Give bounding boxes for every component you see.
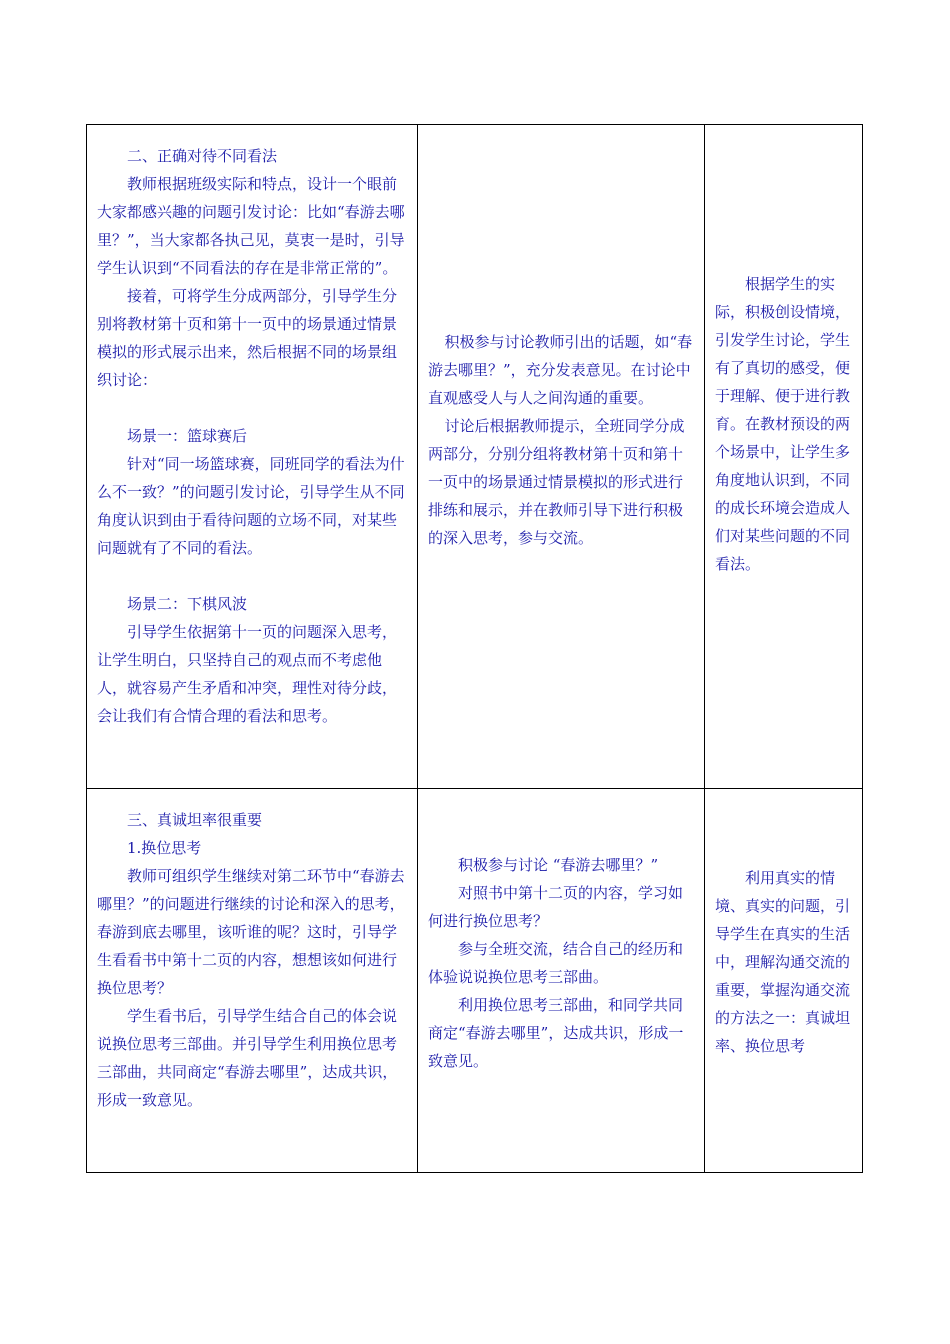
- student-activity-cell: [418, 789, 705, 1173]
- teacher-activity-cell: [87, 125, 418, 789]
- student-activity-cell: [418, 125, 705, 789]
- paragraph: 引导学生依据第十一页的问题深入思考，让学生明白，只坚持自己的观点而不考虑他人，就容易产生矛盾和冲突，理性对待分歧，会让我们有合情合理的看法和思考。: [97, 623, 398, 725]
- paragraph: 学生看书后，引导学生结合自己的体会说说换位思考三部曲。并引导学生利用换位思考三部曲，共同商定“春游去哪里”，达成共识，形成一致意见。: [97, 1007, 398, 1109]
- paragraph: 利用换位思考三部曲，和同学共同商定“春游去哪里”，达成共识，形成一致意见。: [428, 996, 684, 1070]
- scene-heading: 场景一：篮球赛后: [127, 427, 248, 445]
- paragraph: 针对“同一场篮球赛，同班同学的看法为什么不一致？”的问题引发讨论，引导学生从不同角度认识到由于看待问题的立场不同，对某些问题就有了不同的看法。: [97, 455, 405, 557]
- blank-line: [97, 394, 409, 422]
- paragraph: 教师可组织学生继续对第二环节中“春游去哪里？”的问题进行继续的讨论和深入的思考，春游到底去哪里，该听谁的呢？这时，引导学生看看书中第十二页的内容，想想该如何进行换位思考？: [97, 867, 405, 997]
- paragraph: 讨论后根据教师提示，全班同学分成两部分，分别分组将教材第十页和第十一页中的场景通过情景模拟的形式进行排练和展示，并在教师引导下进行积极的深入思考，参与交流。: [428, 417, 685, 547]
- lesson-plan-table: [86, 124, 863, 1173]
- paragraph: 对照书中第十二页的内容，学习如何进行换位思考？: [428, 884, 684, 930]
- paragraph: 利用真实的情境、真实的问题，引导学生在真实的生活中，理解沟通交流的重要，掌握沟通交流的方法之一：真诚坦率、换位思考: [715, 869, 851, 1055]
- sub-heading: 1.换位思考: [127, 839, 202, 857]
- paragraph: 接着，可将学生分成两部分，引导学生分别将教材第十页和第十一页中的场景通过情景模拟的形式展示出来，然后根据不同的场景组织讨论：: [97, 287, 398, 389]
- blank-line: [97, 562, 409, 590]
- paragraph: 积极参与讨论 “春游去哪里？”: [458, 856, 659, 874]
- paragraph: 参与全班交流，结合自己的经历和体验说说换位思考三部曲。: [428, 940, 684, 986]
- table-row: [87, 125, 863, 789]
- section-heading: 二、正确对待不同看法: [127, 147, 278, 165]
- design-intent-cell: [705, 125, 863, 789]
- paragraph: 根据学生的实际，积极创设情境，引发学生讨论，学生有了真切的感受，便于理解、便于进行教育。在教材预设的两个场景中，让学生多角度地认识到，不同的成长环境会造成人们对某些问题的不同看法。: [715, 275, 851, 573]
- paragraph: 积极参与讨论教师引出的话题，如“春游去哪里？”，充分发表意见。在讨论中直观感受人与人之间沟通的重要。: [428, 333, 693, 407]
- teacher-activity-cell: [87, 789, 418, 1173]
- section-heading: 三、真诚坦率很重要: [127, 811, 263, 829]
- paragraph: 教师根据班级实际和特点，设计一个眼前大家都感兴趣的问题引发讨论：比如“春游去哪里？”，当大家都各执己见，莫衷一是时，引导学生认识到“不同看法的存在是非常正常的”。: [97, 175, 405, 277]
- scene-heading: 场景二：下棋风波: [127, 595, 248, 613]
- table-row: [87, 789, 863, 1173]
- design-intent-cell: [705, 789, 863, 1173]
